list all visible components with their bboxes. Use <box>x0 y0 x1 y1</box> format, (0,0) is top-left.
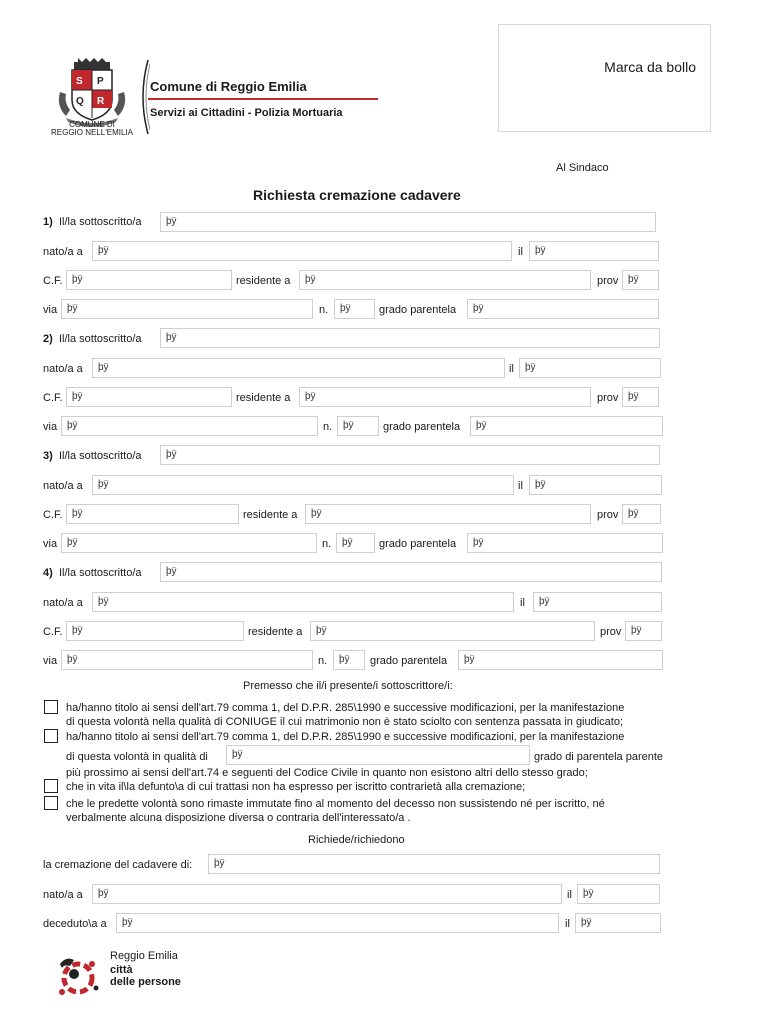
signer-1-num: 1) <box>43 216 53 228</box>
org-name: Comune di Reggio Emilia <box>150 79 307 94</box>
signer-3-prov-label: prov <box>597 509 619 521</box>
signer-2-kinship-field[interactable]: þÿ <box>470 416 663 436</box>
option-parente-grado-text: grado di parentela parente <box>534 751 664 763</box>
header-bracket <box>136 58 150 136</box>
signer-3-n-label: n. <box>322 538 332 550</box>
signer-4-num: 4) <box>43 567 53 579</box>
signer-1-prov-field[interactable]: þÿ <box>622 270 659 290</box>
option-immutate-checkbox[interactable] <box>44 796 58 810</box>
signer-4-residence-field[interactable]: þÿ <box>310 621 595 641</box>
signer-1-n-label: n. <box>319 304 329 316</box>
option-coniuge-checkbox[interactable] <box>44 700 58 714</box>
signer-4-grado-label: grado parentela <box>370 655 448 667</box>
option-no-contrarieta-text: che in vita il\la defunto\a di cui trattasi non ha espresso per iscritto contrarietà alla cremazione; <box>66 781 526 793</box>
signer-4-il-label: il <box>520 597 525 609</box>
signer-2-cf-field[interactable]: þÿ <box>66 387 232 407</box>
signer-3-residence-field[interactable]: þÿ <box>305 504 591 524</box>
signer-2-grado-label: grado parentela <box>383 421 461 433</box>
signer-4-residente-label: residente a <box>248 626 303 638</box>
stamp-box <box>498 24 711 132</box>
crest-letter-p: P <box>97 76 104 87</box>
signer-2-num: 2) <box>43 333 53 345</box>
signer-2-street-field[interactable]: þÿ <box>61 416 318 436</box>
signer-4-birthplace-field[interactable]: þÿ <box>92 592 514 612</box>
deceased-nato-label: nato/a a <box>43 889 83 901</box>
signer-2-nato-label: nato/a a <box>43 363 83 375</box>
signer-4-number-field[interactable]: þÿ <box>333 650 365 670</box>
signer-4-via-label: via <box>43 655 58 667</box>
signer-1-residence-field[interactable]: þÿ <box>299 270 591 290</box>
footer-city-name: Reggio Emilia <box>110 950 178 962</box>
signer-2-prov-field[interactable]: þÿ <box>622 387 659 407</box>
deceased-il-label: il <box>567 889 572 901</box>
signer-2-n-label: n. <box>323 421 333 433</box>
signer-1-birthplace-field[interactable]: þÿ <box>92 241 512 261</box>
signer-3-cf-label: C.F. <box>43 509 63 521</box>
signer-1-label: Il/la sottoscritto/a <box>59 216 142 228</box>
signer-4-prov-field[interactable]: þÿ <box>625 621 662 641</box>
signer-2-il-label: il <box>509 363 514 375</box>
option-parente-quality-field[interactable]: þÿ <box>226 745 530 765</box>
option-immutate-line-2: verbalmente alcuna disposizione diversa o contraria dell'interessato/a . <box>66 812 411 824</box>
signer-2-cf-label: C.F. <box>43 392 63 404</box>
option-immutate-line-1: che le predette volontà sono rimaste immutate fino al momento del decesso non sussistendo né per iscritto, né <box>66 798 605 810</box>
signer-2-residence-field[interactable]: þÿ <box>299 387 591 407</box>
service-name: Servizi ai Cittadini - Polizia Mortuaria <box>150 107 343 119</box>
deceased-il2-label: il <box>565 918 570 930</box>
footer-tagline-2: delle persone <box>110 976 181 988</box>
premise-text: Premesso che il/i presente/i sottoscrittore/i: <box>243 680 453 692</box>
signer-3-kinship-field[interactable]: þÿ <box>467 533 663 553</box>
signer-4-cf-field[interactable]: þÿ <box>66 621 244 641</box>
signer-1-number-field[interactable]: þÿ <box>334 299 375 319</box>
signer-2-name-field[interactable]: þÿ <box>160 328 660 348</box>
signer-1-residente-label: residente a <box>236 275 291 287</box>
signer-4-cf-label: C.F. <box>43 626 63 638</box>
signer-1-cf-label: C.F. <box>43 275 63 287</box>
signer-3-grado-label: grado parentela <box>379 538 457 550</box>
signer-2-label: Il/la sottoscritto/a <box>59 333 142 345</box>
stamp-label: Marca da bollo <box>604 59 696 75</box>
deceased-birthplace-field[interactable]: þÿ <box>92 884 562 904</box>
signer-3-cf-field[interactable]: þÿ <box>66 504 239 524</box>
signer-1-nato-label: nato/a a <box>43 246 83 258</box>
signer-1-street-field[interactable]: þÿ <box>61 299 313 319</box>
option-no-contrarieta-checkbox[interactable] <box>44 779 58 793</box>
city-logo-icon <box>52 952 104 1000</box>
signer-3-il-label: il <box>518 480 523 492</box>
signer-1-via-label: via <box>43 304 58 316</box>
deceased-name-label: la cremazione del cadavere di: <box>43 859 193 871</box>
signer-4-name-field[interactable]: þÿ <box>160 562 662 582</box>
signer-4-kinship-field[interactable]: þÿ <box>458 650 663 670</box>
crest-letter-r: R <box>97 96 105 107</box>
option-coniuge-line-1: ha/hanno titolo ai sensi dell'art.79 comma 1, del D.P.R. 285\1990 e successive modificazioni, per la manifestazione <box>66 702 625 714</box>
signer-2-birthdate-field[interactable]: þÿ <box>519 358 661 378</box>
signer-2-residente-label: residente a <box>236 392 291 404</box>
signer-4-prov-label: prov <box>600 626 622 638</box>
deceased-deceduto-label: deceduto\a a <box>43 918 107 930</box>
signer-1-name-field[interactable]: þÿ <box>160 212 656 232</box>
crest-caption-2: REGGIO NELL'EMILIA <box>51 128 133 137</box>
signer-1-grado-label: grado parentela <box>379 304 457 316</box>
page-title: Richiesta cremazione cadavere <box>253 187 461 203</box>
signer-2-via-label: via <box>43 421 58 433</box>
signer-4-birthdate-field[interactable]: þÿ <box>533 592 662 612</box>
signer-4-street-field[interactable]: þÿ <box>61 650 313 670</box>
signer-4-label: Il/la sottoscritto/a <box>59 567 142 579</box>
signer-4-n-label: n. <box>318 655 328 667</box>
request-heading: Richiede/richiedono <box>308 834 405 846</box>
signer-2-prov-label: prov <box>597 392 619 404</box>
signer-3-prov-field[interactable]: þÿ <box>622 504 661 524</box>
signer-3-name-field[interactable]: þÿ <box>160 445 660 465</box>
signer-3-label: Il/la sottoscritto/a <box>59 450 142 462</box>
addressee: Al Sindaco <box>556 162 609 174</box>
signer-3-residente-label: residente a <box>243 509 298 521</box>
signer-4-nato-label: nato/a a <box>43 597 83 609</box>
signer-1-prov-label: prov <box>597 275 619 287</box>
signer-3-nato-label: nato/a a <box>43 480 83 492</box>
deceased-deathplace-field[interactable]: þÿ <box>116 913 559 933</box>
signer-2-number-field[interactable]: þÿ <box>337 416 379 436</box>
option-coniuge-line-2: di questa volontà nella qualità di CONIUGE il cui matrimonio non è stato sciolto con sentenza passata in giudicato; <box>66 716 624 728</box>
option-parente-checkbox[interactable] <box>44 729 58 743</box>
signer-3-street-field[interactable]: þÿ <box>61 533 317 553</box>
signer-1-kinship-field[interactable]: þÿ <box>467 299 659 319</box>
option-parente-line-2: di questa volontà in qualità di <box>66 751 208 763</box>
signer-3-birthplace-field[interactable]: þÿ <box>92 475 514 495</box>
deceased-birthdate-field[interactable]: þÿ <box>577 884 660 904</box>
signer-1-cf-field[interactable]: þÿ <box>66 270 232 290</box>
option-parente-line-3: più prossimo ai sensi dell'art.74 e seguenti del Codice Civile in quanto non esistono altri dello stesso grado; <box>66 767 588 779</box>
signer-1-il-label: il <box>518 246 523 258</box>
signer-1-birthdate-field[interactable]: þÿ <box>529 241 659 261</box>
signer-3-num: 3) <box>43 450 53 462</box>
signer-2-birthplace-field[interactable]: þÿ <box>92 358 505 378</box>
option-parente-line-1: ha/hanno titolo ai sensi dell'art.79 comma 1, del D.P.R. 285\1990 e successive modificazioni, per la manifestazione <box>66 731 625 743</box>
signer-3-number-field[interactable]: þÿ <box>336 533 375 553</box>
signer-3-via-label: via <box>43 538 58 550</box>
deceased-name-field[interactable]: þÿ <box>208 854 660 874</box>
crest-letter-s: S <box>76 76 83 87</box>
crest-letter-q: Q <box>76 96 84 107</box>
crest-caption-1: COMUNE DI <box>69 120 115 129</box>
footer-tagline-1: città <box>110 964 133 976</box>
signer-3-birthdate-field[interactable]: þÿ <box>529 475 662 495</box>
header-rule <box>148 98 378 100</box>
deceased-deathdate-field[interactable]: þÿ <box>575 913 661 933</box>
